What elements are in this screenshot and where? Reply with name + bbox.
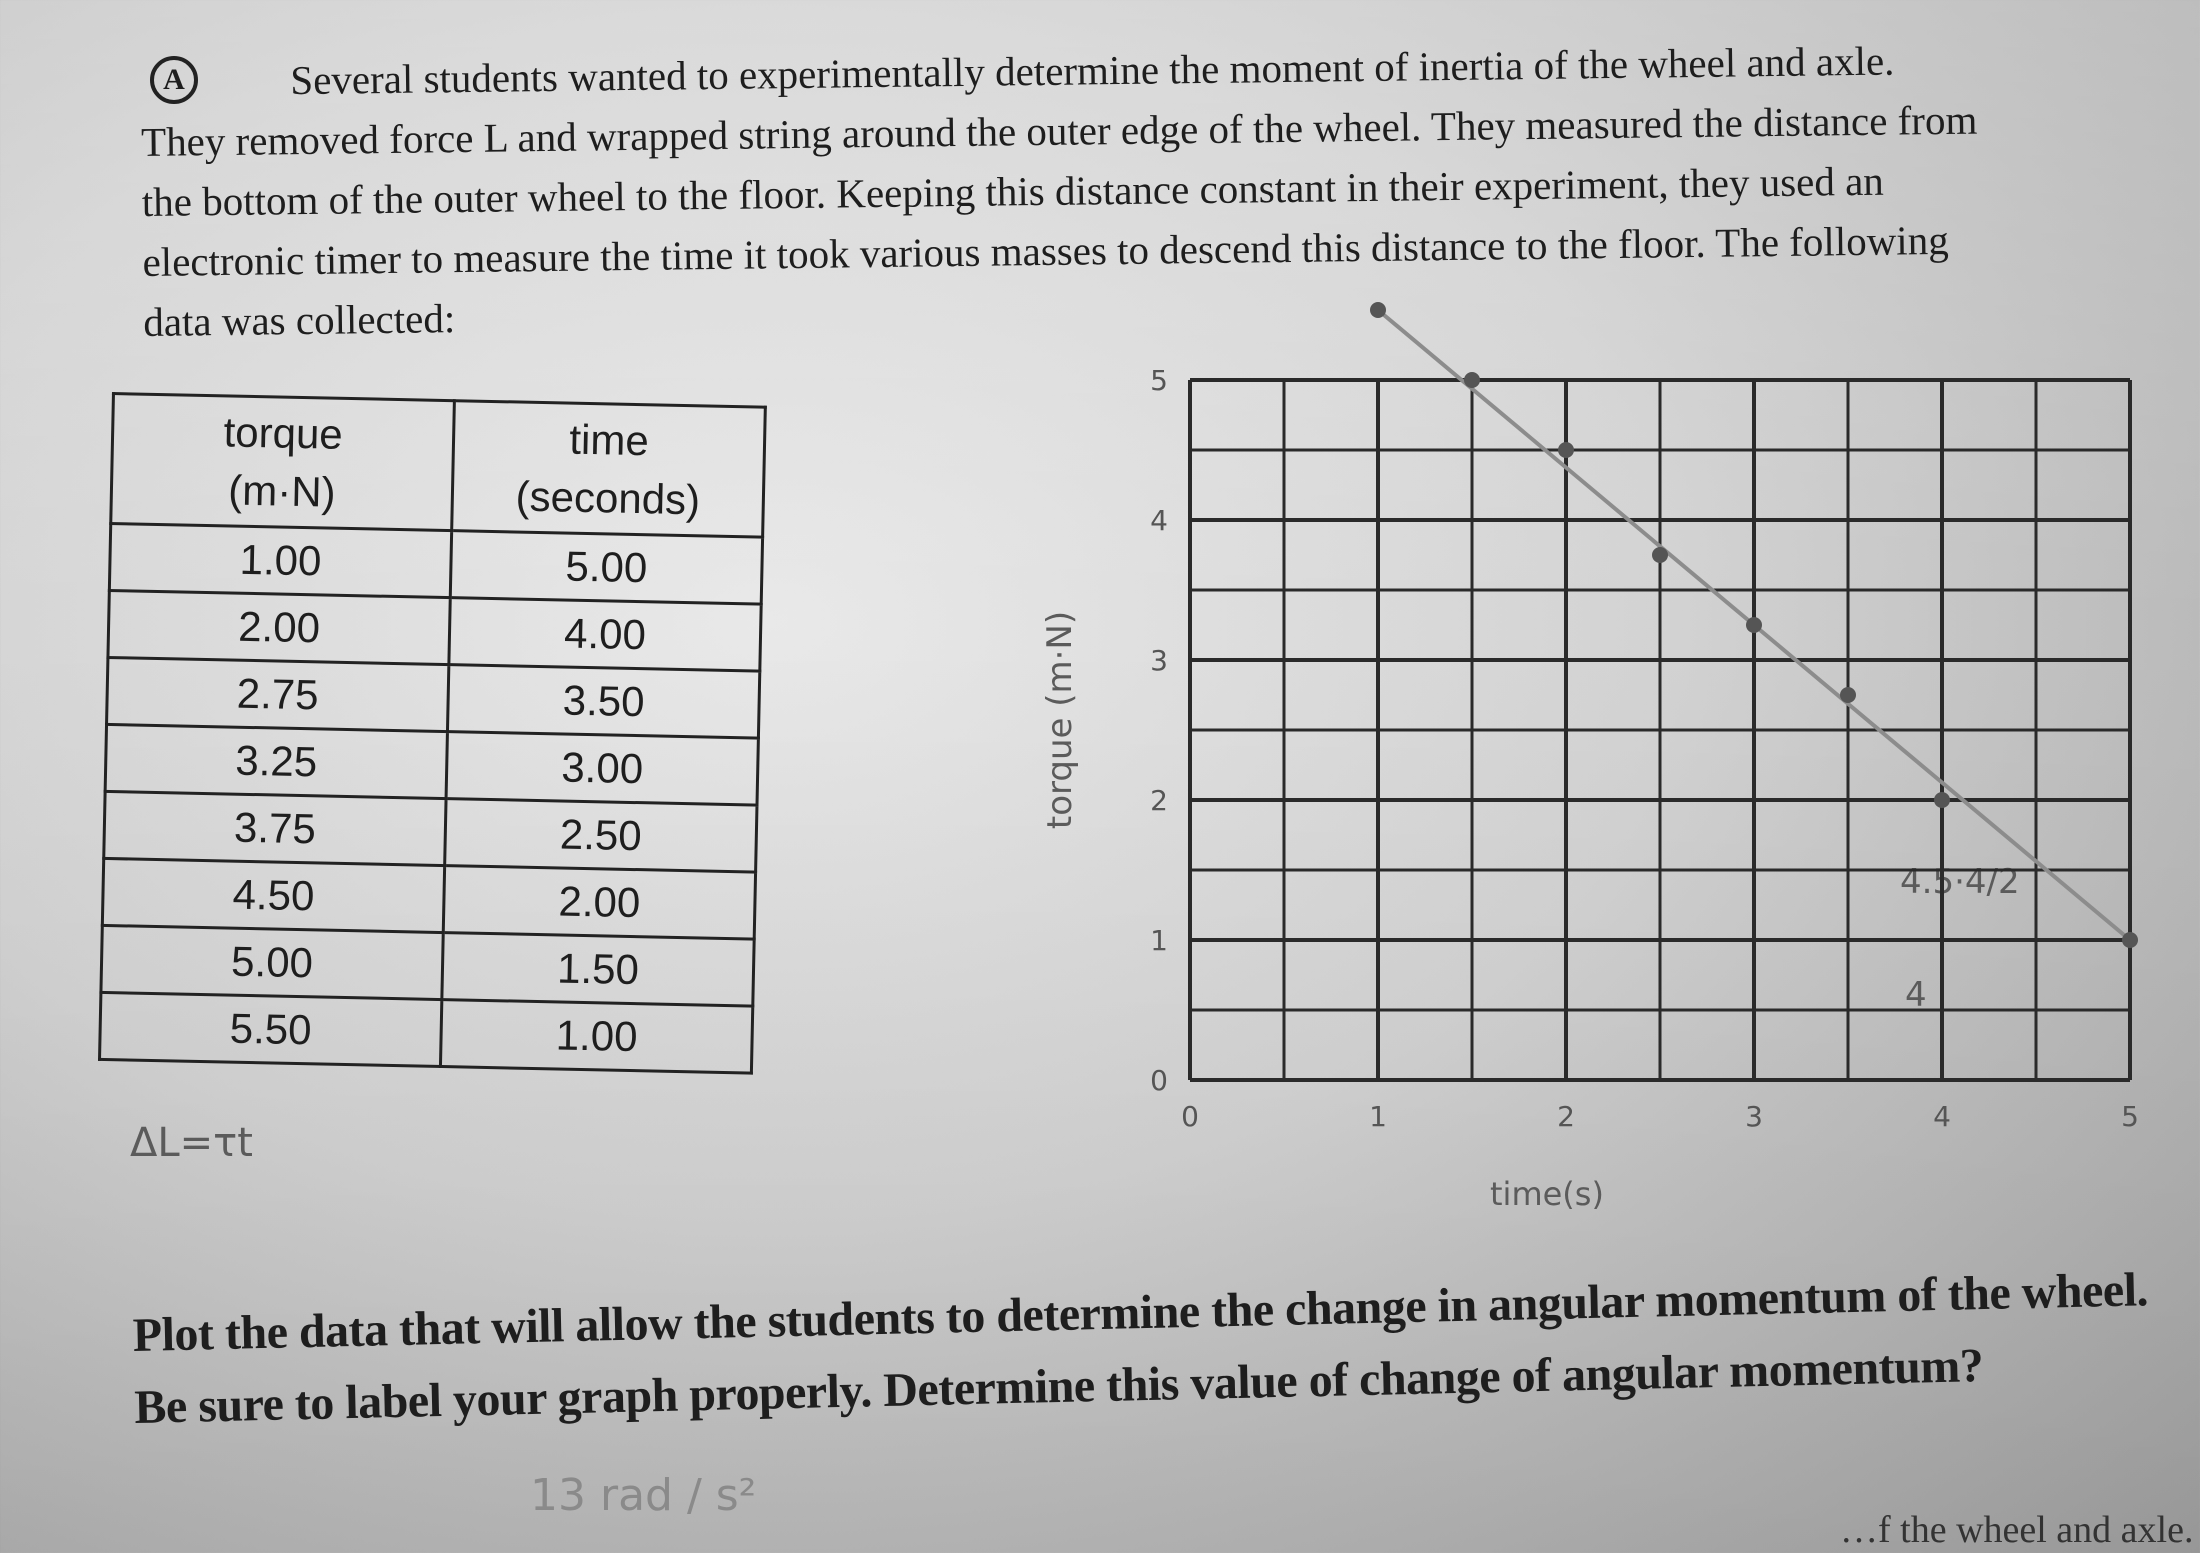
- header-torque-text: torque (m·N): [223, 407, 344, 516]
- cell-torque: 3.75: [104, 791, 446, 865]
- side-calc-2: 4: [1905, 975, 1927, 1015]
- cell-torque: 5.00: [101, 925, 443, 999]
- table-header-row: [111, 394, 766, 538]
- data-table: [98, 392, 767, 1075]
- data-point: [1746, 617, 1762, 633]
- table-row: [100, 992, 753, 1073]
- cell-time: 5.00: [450, 531, 762, 604]
- cut-off-text: …f the wheel and axle.: [1840, 1509, 2194, 1551]
- cell-torque: 2.00: [108, 590, 450, 664]
- cell-torque: 3.25: [105, 724, 447, 798]
- y-tick-label: 5: [1150, 364, 1168, 397]
- formula-note: ΔL=τt: [130, 1120, 253, 1166]
- x-tick-label: 3: [1745, 1100, 1763, 1133]
- cell-time: 1.00: [440, 1000, 752, 1073]
- header-time-text: time (seconds): [515, 415, 701, 523]
- x-axis-label: time(s): [1490, 1175, 1604, 1213]
- y-tick-label: 2: [1150, 784, 1168, 817]
- y-tick-label: 4: [1150, 504, 1168, 537]
- torque-time-graph: [1130, 300, 2200, 1260]
- data-point: [1558, 442, 1574, 458]
- data-point: [1370, 302, 1386, 318]
- cell-time: 1.50: [442, 933, 754, 1006]
- question-paragraph: Plot the data that will allow the students to determine the change in angular momentum of the wheel. Be sure to label your graph properly. Determine this value of change of angular momentum?: [132, 1263, 2149, 1434]
- cell-time: 3.50: [447, 665, 759, 738]
- data-point: [1840, 687, 1856, 703]
- intro-paragraph: Several students wanted to experimentally determine the moment of inertia of the wheel and axle. They removed force L and wrapped string around the outer edge of the wheel. They measured the distance from the bottom of the outer wheel to the floor. Keeping this distance constant in their experiment, they used an electronic timer to measure the time it took various masses to descend this distance to the floor. The following data was collected:: [140, 37, 1978, 345]
- x-tick-label: 4: [1933, 1100, 1951, 1133]
- x-tick-label: 0: [1181, 1100, 1199, 1133]
- y-axis-label: torque (m·N): [1040, 610, 1080, 830]
- table-header-torque: [111, 394, 455, 531]
- data-point: [1464, 372, 1480, 388]
- data-point: [1652, 547, 1668, 563]
- x-tick-label: 2: [1557, 1100, 1575, 1133]
- data-point: [1934, 792, 1950, 808]
- y-tick-label: 3: [1150, 644, 1168, 677]
- answer-note: 13 rad / s²: [530, 1470, 757, 1521]
- cell-time: 2.50: [445, 799, 757, 872]
- x-tick-label: 5: [2121, 1100, 2139, 1133]
- x-tick-label: 1: [1369, 1100, 1387, 1133]
- y-tick-label: 0: [1150, 1064, 1168, 1097]
- cell-time: 3.00: [446, 732, 758, 805]
- cell-torque: 1.00: [109, 524, 451, 598]
- cell-time: 2.00: [443, 866, 755, 939]
- y-tick-label: 1: [1150, 924, 1168, 957]
- question-badge: A: [150, 56, 198, 104]
- cell-time: 4.00: [449, 598, 761, 671]
- side-calc-1: 4.5·4/2: [1900, 862, 2020, 902]
- table-header-time: [452, 401, 766, 537]
- cell-torque: 5.50: [100, 992, 442, 1066]
- cell-torque: 4.50: [102, 858, 444, 932]
- data-point: [2122, 932, 2138, 948]
- cell-torque: 2.75: [107, 657, 449, 731]
